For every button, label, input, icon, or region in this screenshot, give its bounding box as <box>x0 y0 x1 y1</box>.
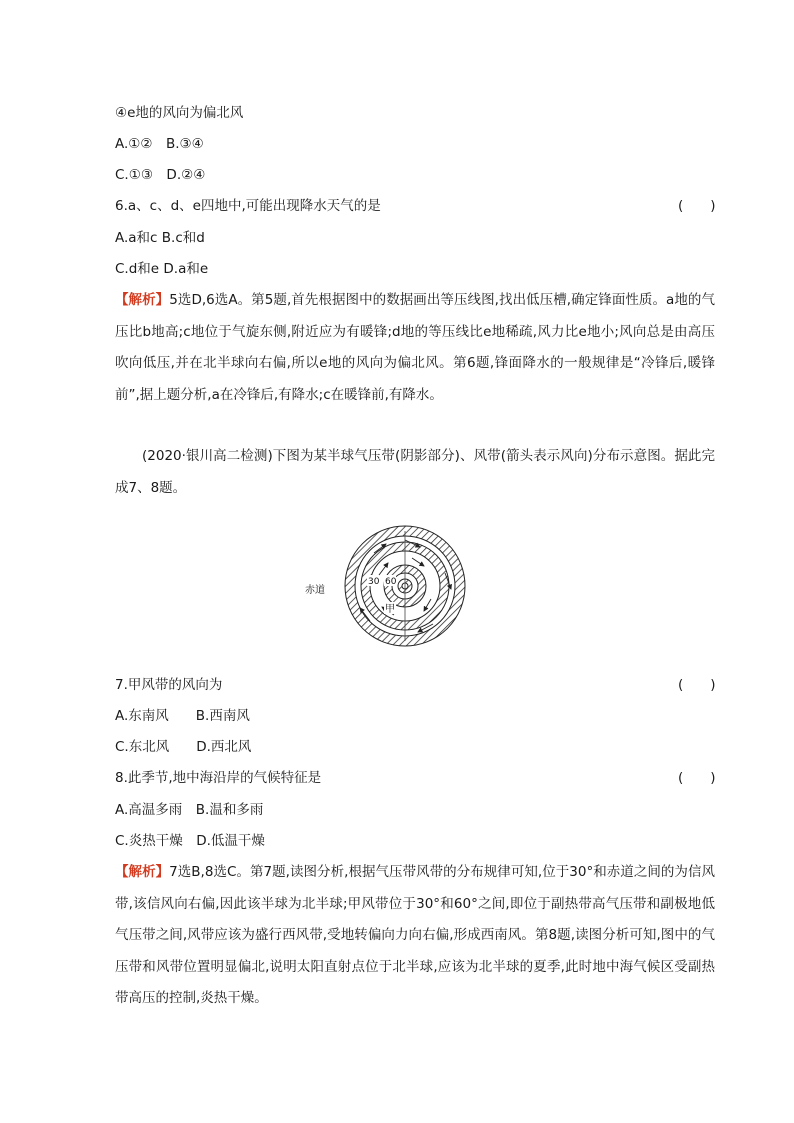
q8-stem: 8.此季节,地中海沿岸的气候特征是 <box>115 770 322 786</box>
analysis-1 <box>115 285 715 411</box>
q8-options-ab: A.高温多雨 B.温和多雨 <box>115 802 264 818</box>
q6-options-cd: C.d和e D.a和e <box>115 261 209 277</box>
q5-options-ab: A.①② B.③④ <box>115 136 204 152</box>
q6-options-ab: A.a和c B.c和d <box>115 230 205 246</box>
pressure-wind-belt-diagram <box>300 511 500 661</box>
analysis-tag: 【解析】 <box>115 864 170 880</box>
label-30: 30 <box>368 577 380 587</box>
q7-stem: 7.甲风带的风向为 <box>115 677 223 693</box>
q5-options-cd: C.①③ D.②④ <box>115 167 206 183</box>
q8-options-cd: C.炎热干燥 D.低温干燥 <box>115 833 265 849</box>
analysis-2-text: 7选B,8选C。第7题,读图分析,根据气压带风带的分布规律可知,位于30°和赤道之间的为信风带,该信风向右偏,因此该半球为北半球;甲风带位于30°和60°之间,即位于副热带高气压带和副极地低气压带之间,风带应该为盛行西风带,受地转偏向力向右偏,形成西南风。第8题,读图分析可知,图中的气压带和风带位置明显偏北,说明太阳直射点位于北半球,应该为北半球的夏季,此时地中海气候区受副热带高压的控制,炎热干燥。 <box>115 864 715 1006</box>
q6-answer-bracket: ( ) <box>678 198 716 214</box>
label-60: 60 <box>385 577 397 587</box>
q7-answer-bracket: ( ) <box>678 677 716 693</box>
q7-options-cd: C.东北风 D.西北风 <box>115 739 252 755</box>
analysis-2 <box>115 857 715 1015</box>
q8-answer-bracket: ( ) <box>678 770 716 786</box>
q6-stem: 6.a、c、d、e四地中,可能出现降水天气的是 <box>115 198 381 214</box>
option-4-line: ④e地的风向为偏北风 <box>115 105 244 121</box>
q7-options-ab: A.东南风 B.西南风 <box>115 708 250 724</box>
question-intro: (2020·银川高二检测)下图为某半球气压带(阴影部分)、风带(箭头表示风向)分布示意图。据此完成7、8题。 <box>115 448 715 496</box>
analysis-tag: 【解析】 <box>115 292 170 308</box>
label-equator: 赤道 <box>305 585 325 596</box>
analysis-1-text: 5选D,6选A。第5题,首先根据图中的数据画出等压线图,找出低压槽,确定锋面性质。a地的气压比b地高;c地位于气旋东侧,附近应为有暖锋;d地的等压线比e地稀疏,风力比e地小;风向总是由高压吹向低压,并在北半球向右偏,所以e地的风向为偏北风。第6题,锋面降水的一般规律是“冷锋后,暖锋前”,据上题分析,a在冷锋后,有降水;c在暖锋前,有降水。 <box>115 292 715 403</box>
label-jia: 甲 <box>385 604 395 615</box>
